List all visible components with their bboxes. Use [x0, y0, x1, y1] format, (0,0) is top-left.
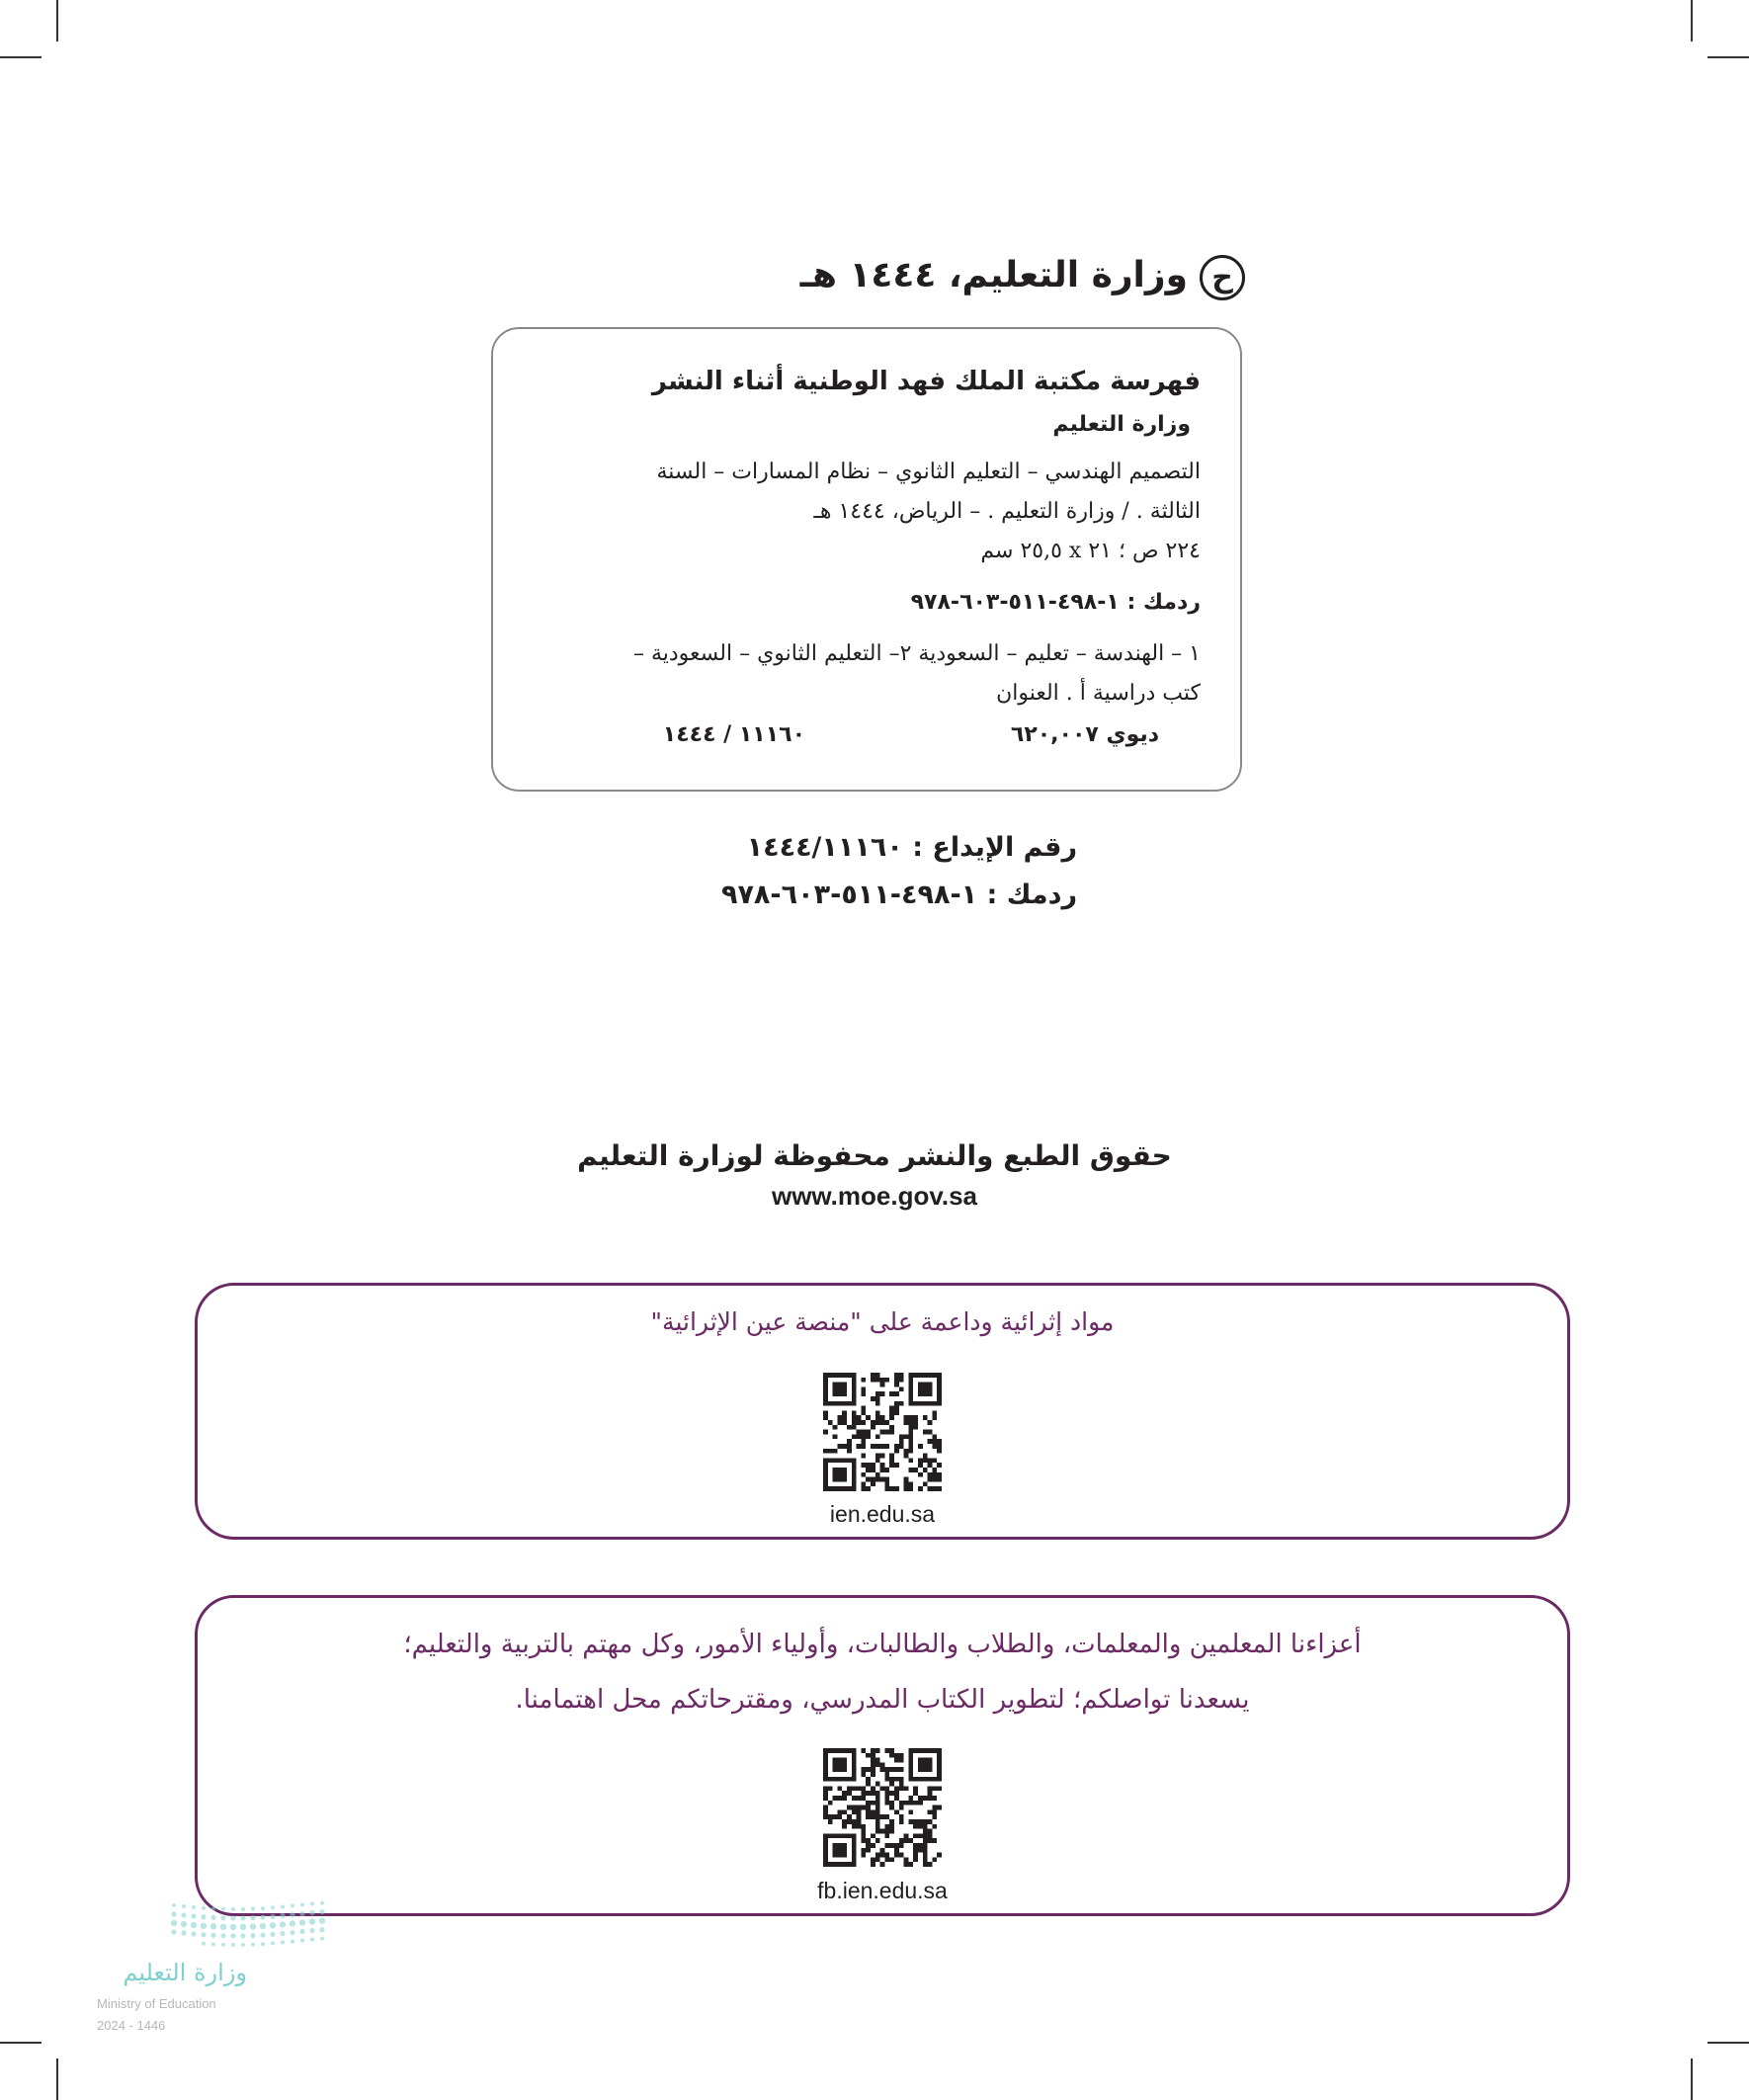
qr-code-icon[interactable] [823, 1748, 942, 1867]
crop-mark [0, 56, 42, 58]
ien-url[interactable]: ien.edu.sa [829, 1501, 936, 1527]
crop-mark [56, 2058, 58, 2100]
catalog-description-line: ٢٢٤ ص ؛ ٢١ x ٢٥,٥ سم [980, 539, 1201, 563]
catalog-subjects: ١ – الهندسة – تعليم – السعودية ٢– التعليم الثانوي – السعودية – [632, 641, 1201, 666]
crop-mark [0, 2042, 42, 2044]
catalog-description-line: التصميم الهندسي – التعليم الثانوي – نظام المسارات – السنة [656, 460, 1201, 484]
crop-mark [56, 0, 58, 42]
feedback-line-2: يسعدنا تواصلكم؛ لتطوير الكتاب المدرسي، ومقترحاتكم محل اهتمامنا. [515, 1685, 1250, 1715]
ien-box-title: مواد إثرائية وداعمة على "منصة عين الإثرائية" [650, 1307, 1115, 1336]
logo-dots-icon [168, 1897, 326, 1951]
catalog-box [491, 327, 1242, 792]
catalog-description-line: الثالثة . / وزارة التعليم . – الرياض، ١٤٤٤ هـ [813, 499, 1201, 524]
crop-mark [1691, 0, 1693, 42]
catalog-heading: فهرسة مكتبة الملك فهد الوطنية أثناء النشر [651, 367, 1201, 396]
feedback-box [195, 1595, 1570, 1916]
deposit-number-line: رقم الإيداع : ١٤٤٤/١١١٦٠ [746, 832, 1077, 863]
isbn-line: ردمك : ١-٤٩٨-٥١١-٦٠٣-٩٧٨ [720, 880, 1077, 910]
crop-mark [1707, 56, 1749, 58]
catalog-dewey: ديوي ٦٢٠,٠٠٧ [1010, 722, 1159, 747]
logo-arabic-text: وزارة التعليم [123, 1959, 247, 1986]
feedback-line-1: أعزاءنا المعلمين والمعلمات، والطلاب والطالبات، وأولياء الأمور، وكل مهتم بالتربية والتعليم؛ [403, 1630, 1362, 1659]
copyright-text: وزارة التعليم، ١٤٤٤ هـ [799, 255, 1188, 295]
crop-mark [1707, 2042, 1749, 2044]
catalog-deposit-number: ١١١٦٠ / ١٤٤٤ [662, 722, 805, 747]
logo-english-text: Ministry of Education [97, 1996, 216, 2011]
feedback-url[interactable]: fb.ien.edu.sa [817, 1878, 948, 1903]
catalog-subjects: كتب دراسية أ . العنوان [996, 681, 1201, 706]
copyright-symbol: ح [1200, 255, 1245, 300]
logo-year-text: 2024 - 1446 [97, 2018, 166, 2033]
rights-statement: حقوق الطبع والنشر محفوظة لوزارة التعليم [577, 1139, 1172, 1172]
catalog-isbn: ردمك : ١-٤٩٨-٥١١-٦٠٣-٩٧٨ [910, 590, 1201, 615]
ministry-logo [97, 1897, 334, 2046]
catalog-author: وزارة التعليم [1052, 412, 1191, 437]
crop-mark [1691, 2058, 1693, 2100]
website-link[interactable]: www.moe.gov.sa [771, 1181, 978, 1211]
copyright-line [692, 249, 1245, 312]
ien-platform-box [195, 1283, 1570, 1540]
qr-code-icon[interactable] [823, 1373, 942, 1491]
